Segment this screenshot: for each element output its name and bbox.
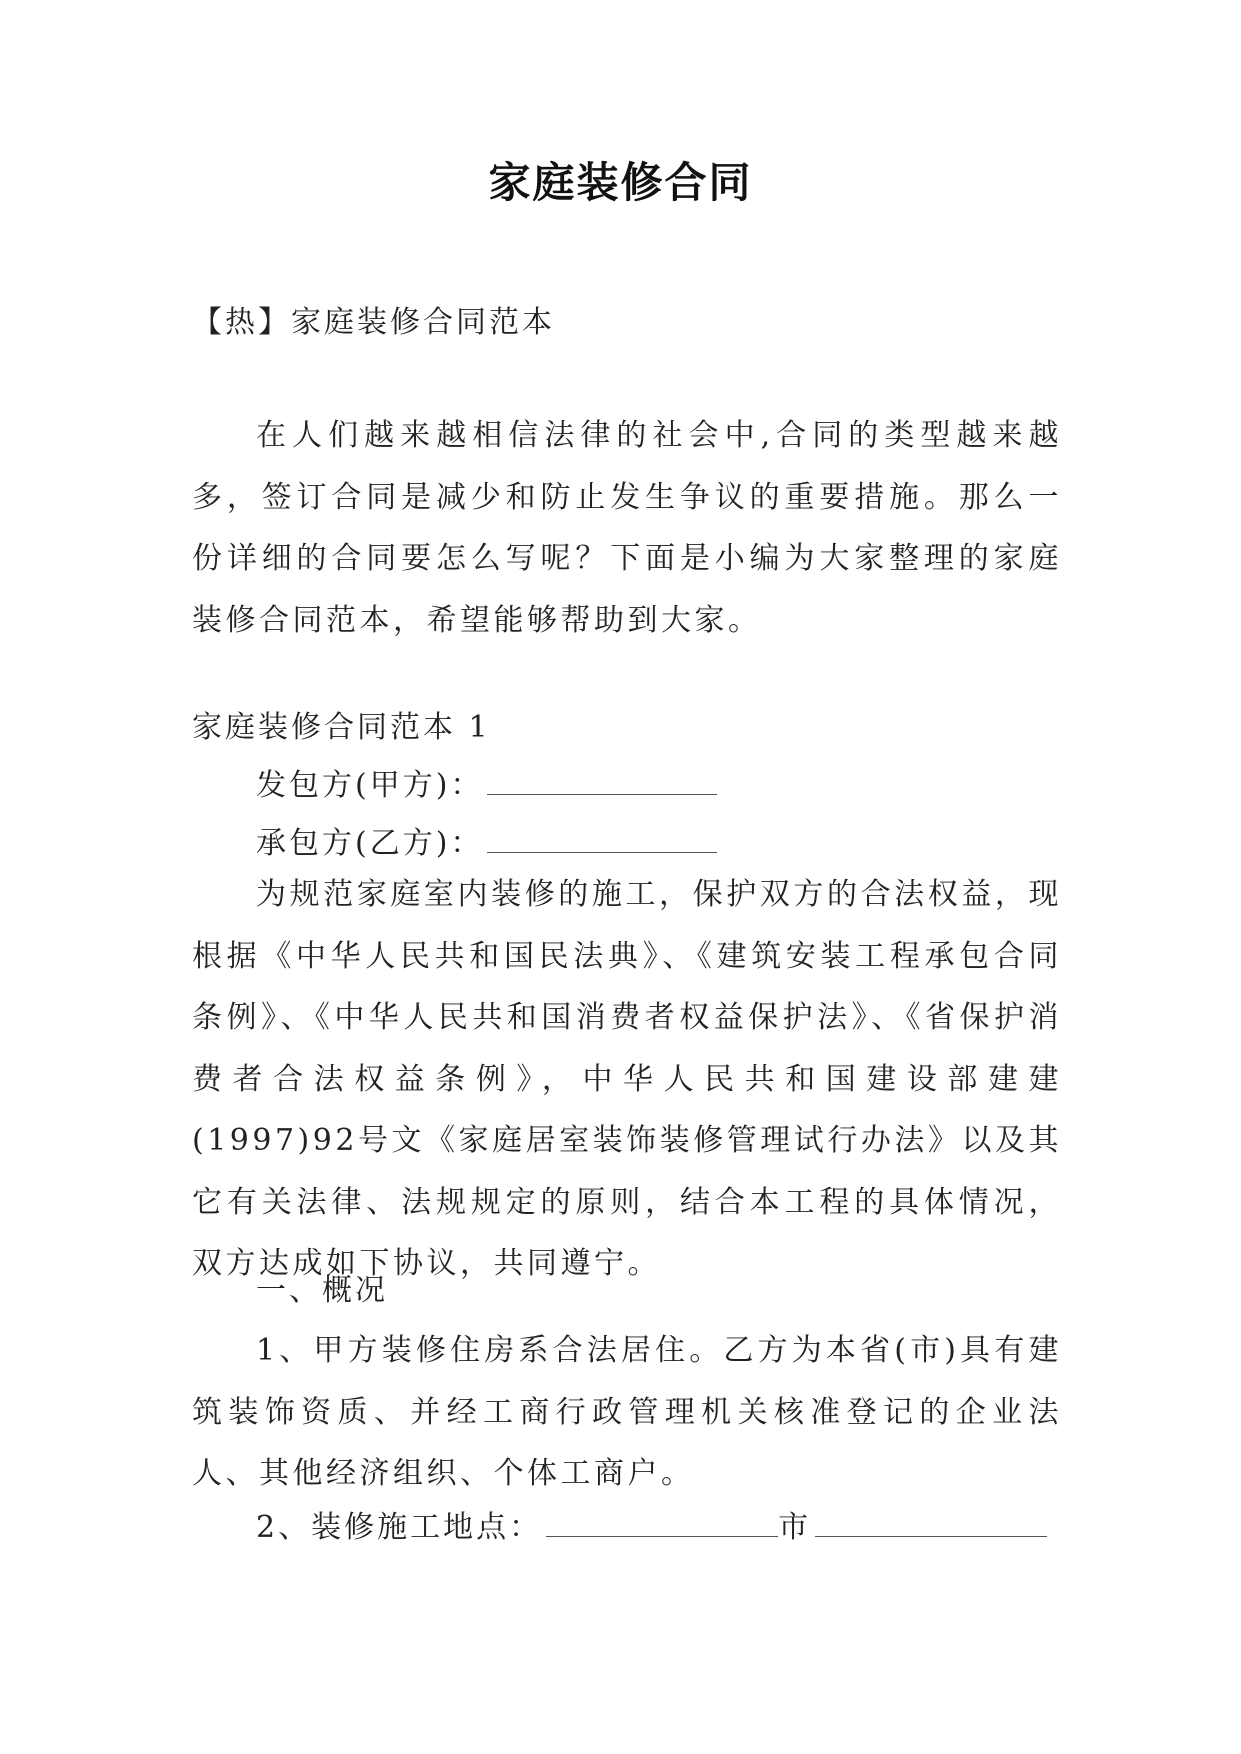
document-subtitle: 【热】家庭装修合同范本 <box>192 305 555 340</box>
city-blank-field[interactable] <box>815 1512 1047 1537</box>
party-b-label: 承包方(乙方)： <box>256 826 484 861</box>
purpose-paragraph: 为规范家庭室内装修的施工，保护双方的合法权益，现根据《中华人民共和国民法典》、《建筑安装工程承包合同条例》、《中华人民共和国消费者权益保护法》、《省保护消费者合法权益条例》，中华人民共和国建设部建建(1997)92号文《家庭居室装饰装修管理试行办法》以及其它有关法律、法规规定的原则，结合本工程的具体情况，双方达成如下协议，共同遵宁。 <box>192 877 1062 1281</box>
item-2-label: 2、装修施工地点： <box>256 1510 543 1545</box>
item-2-city-label: 市 <box>778 1510 812 1545</box>
address-blank-field[interactable] <box>546 1512 778 1537</box>
intro-paragraph: 在人们越来越相信法律的社会中,合同的类型越来越多，签订合同是减少和防止发生争议的重要措施。那么一份详细的合同要怎么写呢？下面是小编为大家整理的家庭装修合同范本，希望能够帮助到大家。 <box>192 418 1062 638</box>
section-title: 家庭装修合同范本 1 <box>192 710 491 745</box>
party-a-label: 发包方(甲方)： <box>256 768 484 803</box>
item-1-paragraph: 1、甲方装修住房系合法居住。乙方为本省(市)具有建筑装饰资质、并经工商行政管理机关核准登记的企业法人、其他经济组织、个体工商户。 <box>192 1333 1062 1491</box>
party-a-blank-field[interactable] <box>487 770 717 795</box>
document-title: 家庭装修合同 <box>488 158 753 207</box>
party-b-line <box>256 818 717 862</box>
party-a-line <box>256 760 717 804</box>
heading-general: 一、概况 <box>256 1273 388 1308</box>
party-b-blank-field[interactable] <box>487 828 717 853</box>
item-2-line <box>256 1502 1047 1546</box>
